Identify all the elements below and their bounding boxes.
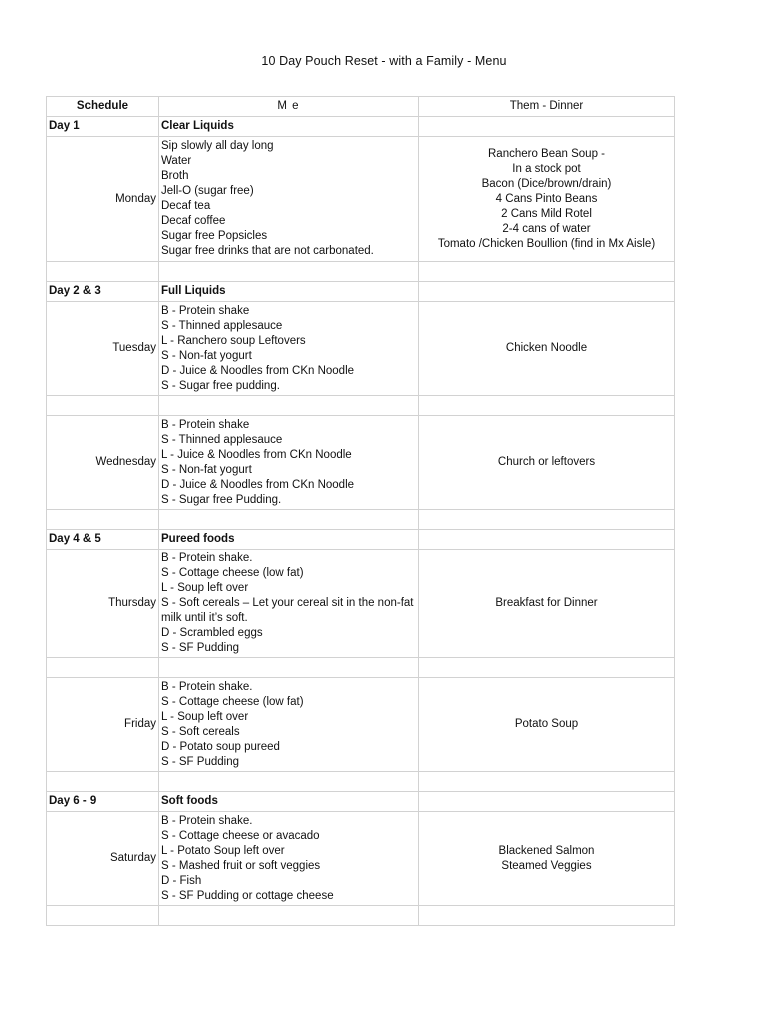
me-menu-cell: B - Protein shake S - Thinned applesauce L - Juice & Noodles from CKn Noodle S - Non-fat yogurt D - Juice & Noodles from CKn Noodle S - Sugar free Pudding.: [159, 416, 419, 510]
section-row: [47, 792, 675, 812]
section-row: [47, 117, 675, 137]
day-row: [47, 678, 675, 772]
section-phase: Full Liquids: [159, 282, 419, 302]
section-day-label: Day 2 & 3: [47, 282, 159, 302]
them-dinner-cell: Blackened Salmon Steamed Veggies: [419, 812, 675, 906]
day-row: [47, 137, 675, 262]
me-menu-cell: B - Protein shake. S - Cottage cheese or avacado L - Potato Soup left over S - Mashed fruit or soft veggies D - Fish S - SF Pudding or cottage cheese: [159, 812, 419, 906]
header-me: M e: [159, 97, 419, 117]
spacer-row: [47, 772, 675, 792]
day-row: [47, 550, 675, 658]
me-menu-cell: B - Protein shake. S - Cottage cheese (low fat) L - Soup left over S - Soft cereals – Let your cereal sit in the non-fat milk until it’s soft. D - Scrambled eggs S - SF Pudding: [159, 550, 419, 658]
them-dinner-cell: Breakfast for Dinner: [419, 550, 675, 658]
day-row: [47, 812, 675, 906]
section-phase: Pureed foods: [159, 530, 419, 550]
section-day-label: Day 6 - 9: [47, 792, 159, 812]
day-row: [47, 302, 675, 396]
them-dinner-cell: Chicken Noodle: [419, 302, 675, 396]
section-row: [47, 282, 675, 302]
header-schedule: Schedule: [47, 97, 159, 117]
weekday-cell: Tuesday: [47, 302, 159, 396]
spacer-row: [47, 262, 675, 282]
section-row: [47, 530, 675, 550]
header-them-dinner: Them - Dinner: [419, 97, 675, 117]
weekday-cell: Saturday: [47, 812, 159, 906]
menu-table: [46, 96, 675, 926]
me-menu-cell: Sip slowly all day long Water Broth Jell-O (sugar free) Decaf tea Decaf coffee Sugar free Popsicles Sugar free drinks that are not carbonated.: [159, 137, 419, 262]
spacer-row: [47, 510, 675, 530]
empty-cell: [419, 530, 675, 550]
empty-cell: [419, 792, 675, 812]
them-dinner-cell: Potato Soup: [419, 678, 675, 772]
weekday-cell: Thursday: [47, 550, 159, 658]
them-dinner-cell: Church or leftovers: [419, 416, 675, 510]
me-menu-cell: B - Protein shake S - Thinned applesauce L - Ranchero soup Leftovers S - Non-fat yogurt D - Juice & Noodles from CKn Noodle S - Sugar free pudding.: [159, 302, 419, 396]
section-day-label: Day 1: [47, 117, 159, 137]
day-row: [47, 416, 675, 510]
spacer-row: [47, 396, 675, 416]
empty-cell: [419, 117, 675, 137]
page-title: 10 Day Pouch Reset - with a Family - Menu: [261, 54, 507, 68]
spacer-row: [47, 658, 675, 678]
weekday-cell: Wednesday: [47, 416, 159, 510]
them-dinner-cell: Ranchero Bean Soup - In a stock pot Bacon (Dice/brown/drain) 4 Cans Pinto Beans 2 Cans Mild Rotel 2-4 cans of water Tomato /Chicken Boullion (find in Mx Aisle): [419, 137, 675, 262]
section-phase: Soft foods: [159, 792, 419, 812]
section-day-label: Day 4 & 5: [47, 530, 159, 550]
me-menu-cell: B - Protein shake. S - Cottage cheese (low fat) L - Soup left over S - Soft cereals D - Potato soup pureed S - SF Pudding: [159, 678, 419, 772]
weekday-cell: Friday: [47, 678, 159, 772]
empty-cell: [419, 282, 675, 302]
header-row: [47, 97, 675, 117]
weekday-cell: Monday: [47, 137, 159, 262]
spacer-row: [47, 906, 675, 926]
section-phase: Clear Liquids: [159, 117, 419, 137]
